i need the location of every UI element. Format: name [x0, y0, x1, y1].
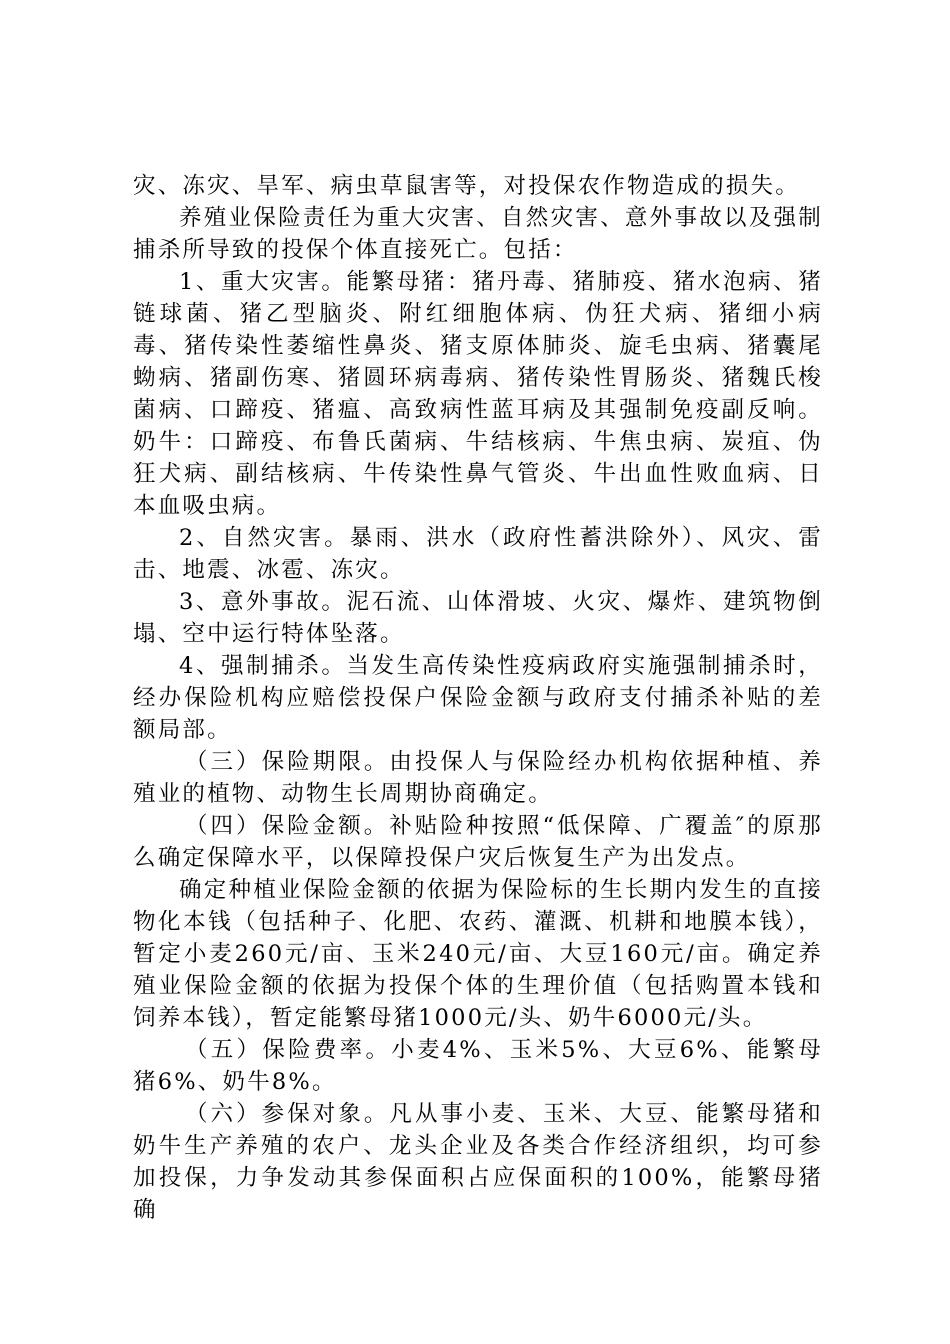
paragraph-breeding-liability: 养殖业保险责任为重大灾害、自然灾害、意外事故以及强制捕杀所导致的投保个体直接死亡。包括： [133, 205, 823, 263]
paragraph-forced-culling: 4、强制捕杀。当发生高传染性疫病政府实施强制捕杀时，经办保险机构应赔偿投保户保险金额与政府支付捕杀补贴的差额局部。 [133, 653, 823, 743]
document-page [133, 170, 823, 1226]
paragraph-amount-basis: 确定种植业保险金额的依据为保险标的生长期内发生的直接物化本钱（包括种子、化肥、农药、灌溉、机耕和地膜本钱），暂定小麦260元/亩、玉米240元/亩、大豆160元/亩。确定养殖业保险金额的依据为投保个体的生理价值（包括购置本钱和饲养本钱），暂定能繁母猪1000元/头、奶牛6000元/头。 [133, 877, 823, 1031]
paragraph-natural-disasters: 2、自然灾害。暴雨、洪水（政府性蓄洪除外）、风灾、雷击、地震、冰雹、冻灾。 [133, 525, 823, 583]
paragraph-insured-amount: （四）保险金额。补贴险种按照“低保障、广覆盖″的原那么确定保障水平，以保障投保户灾后恢复生产为出发点。 [133, 813, 823, 871]
paragraph-major-disasters: 1、重大灾害。能繁母猪：猪丹毒、猪肺疫、猪水泡病、猪链球菌、猪乙型脑炎、附红细胞体病、伪狂犬病、猪细小病毒、猪传染性萎缩性鼻炎、猪支原体肺炎、旋毛虫病、猪囊尾蚴病、猪副伤寒、猪圆环病毒病、猪传染性胃肠炎、猪魏氏梭菌病、口蹄疫、猪瘟、高致病性蓝耳病及其强制免疫副反响。奶牛：口蹄疫、布鲁氏菌病、牛结核病、牛焦虫病、炭疽、伪狂犬病、副结核病、牛传染性鼻气管炎、牛出血性败血病、日本血吸虫病。 [133, 269, 823, 519]
paragraph-insured-parties: （六）参保对象。凡从事小麦、玉米、大豆、能繁母猪和奶牛生产养殖的农户、龙头企业及各类合作经济组织，均可参加投保，力争发动其参保面积占应保面积的100%，能繁母猪确 [133, 1101, 823, 1223]
paragraph-premium-rates: （五）保险费率。小麦4%、玉米5%、大豆6%、能繁母猪6%、奶牛8%。 [133, 1037, 823, 1095]
paragraph-continuation: 灾、冻灾、旱军、病虫草鼠害等，对投保农作物造成的损失。 [133, 173, 800, 199]
paragraph-insurance-period: （三）保险期限。由投保人与保险经办机构依据种植、养殖业的植物、动物生长周期协商确定。 [133, 749, 823, 807]
paragraph-accidents: 3、意外事故。泥石流、山体滑坡、火灾、爆炸、建筑物倒塌、空中运行特体坠落。 [133, 589, 823, 647]
